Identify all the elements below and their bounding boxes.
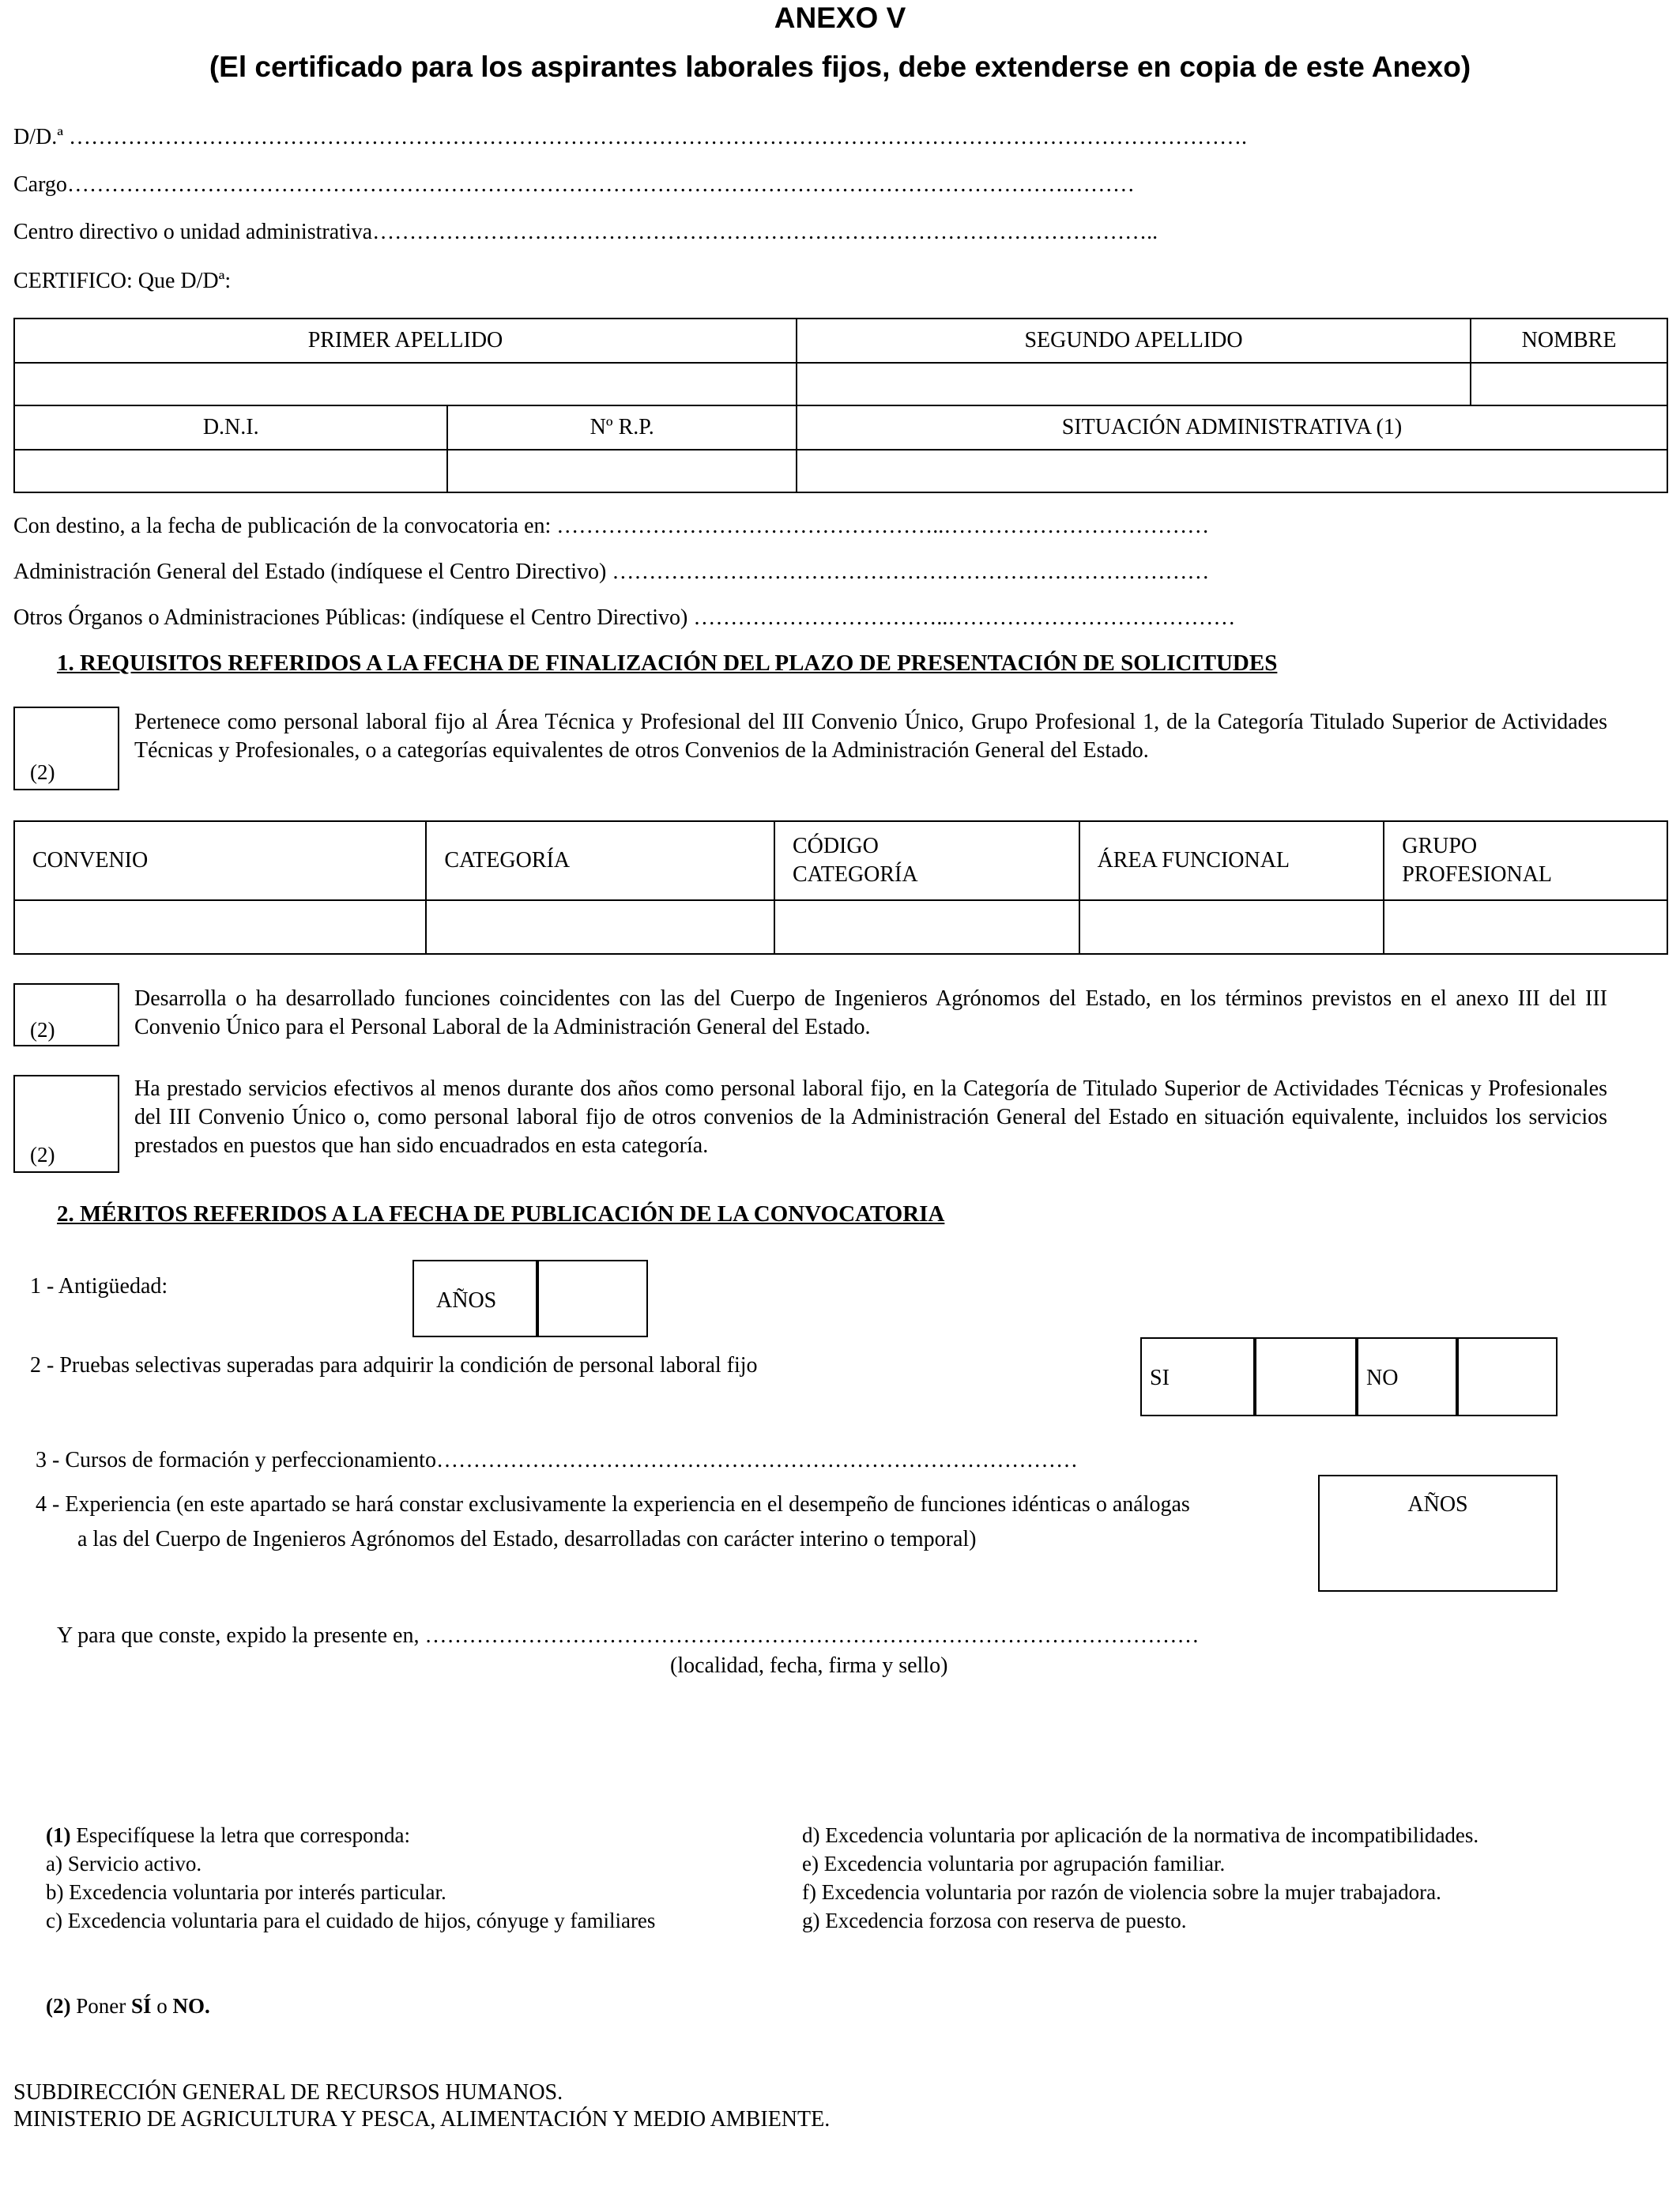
si-checkbox[interactable] [1256, 1339, 1354, 1415]
checkbox-req-3-label: (2) [30, 1143, 55, 1167]
convenio-table [13, 820, 1668, 955]
col-categoria: CATEGORÍA [426, 821, 774, 900]
certifico-label: CERTIFICO: Que D/Dª: [13, 269, 232, 293]
input-dni[interactable] [14, 450, 447, 492]
col-codigo-categoria [774, 821, 1079, 900]
input-codigo-categoria[interactable] [774, 900, 1079, 954]
person-table [13, 318, 1668, 493]
si-no-divider-2 [1355, 1337, 1358, 1416]
checkbox-req-2-label: (2) [30, 1018, 55, 1042]
note-b: b) Excedencia voluntaria por interés particular. [46, 1880, 446, 1904]
destino-line-2[interactable]: Administración General del Estado (indíquese el Centro Directivo) ……………………………………………………………………… [13, 560, 1210, 584]
destino-line-3[interactable]: Otros Órganos o Administraciones Públicas: (indíquese el Centro Directivo) ……………………………..………………………………… [13, 605, 1236, 630]
col-grupo-profesional [1384, 821, 1667, 900]
note-2-pre: Poner [70, 1994, 131, 2018]
merit-2-label: 2 - Pruebas selectivas superadas para adquirir la condición de personal laboral fijo [30, 1353, 758, 1378]
col-codigo-line-1: CÓDIGO [792, 834, 879, 858]
page-title: ANEXO V [774, 2, 906, 34]
destino-line-1[interactable]: Con destino, a la fecha de publicación de la convocatoria en: ……………………………………………..……………………………… [13, 514, 1210, 538]
note-2 [46, 1992, 678, 2020]
experiencia-anios-label: AÑOS [1407, 1492, 1468, 1517]
input-nombre[interactable] [1471, 363, 1667, 405]
merit-1-label: 1 - Antigüedad: [30, 1274, 168, 1299]
si-label: SI [1150, 1366, 1170, 1390]
page-subtitle: (El certificado para los aspirantes laborales fijos, debe extenderse en copia de este Anexo) [209, 51, 1471, 83]
col-situacion: SITUACIÓN ADMINISTRATIVA (1) [797, 405, 1667, 450]
input-categoria[interactable] [426, 900, 774, 954]
notes-left [46, 1821, 727, 1935]
antiguedad-anios-label: AÑOS [436, 1288, 497, 1313]
input-grupo-profesional[interactable] [1384, 900, 1667, 954]
col-codigo-line-2: CATEGORÍA [792, 862, 918, 887]
col-nombre: NOMBRE [1471, 319, 1667, 363]
merit-3-label[interactable]: 3 - Cursos de formación y perfeccionamiento…………………………………………………………………………… [36, 1448, 1078, 1472]
checkbox-req-1-label: (2) [30, 760, 55, 784]
note-d: d) Excedencia voluntaria por aplicación de la normativa de incompatibilidades. [802, 1823, 1479, 1847]
note-1-text: Especifíquese la letra que corresponda: [70, 1823, 411, 1847]
input-area-funcional[interactable] [1079, 900, 1384, 954]
no-checkbox[interactable] [1459, 1339, 1556, 1415]
col-area-funcional: ÁREA FUNCIONAL [1079, 821, 1384, 900]
expido-sublabel: (localidad, fecha, firma y sello) [670, 1653, 948, 1678]
requirement-1-text: Pertenece como personal laboral fijo al Área Técnica y Profesional del III Convenio Único, Grupo Profesional 1, de la Categoría Titulado Superior de Actividades Técnicas y Profesionales, o a categorías equivalentes de otros Convenios de la Administración General del Estado. [134, 710, 1607, 763]
input-nrp[interactable] [447, 450, 797, 492]
note-c: c) Excedencia voluntaria para el cuidado de hijos, cónyuge y familiares [46, 1909, 656, 1932]
col-segundo-apellido: SEGUNDO APELLIDO [797, 319, 1471, 363]
note-2-number: (2) [46, 1994, 71, 2018]
col-grupo-line-1: GRUPO [1402, 834, 1478, 858]
footer-line-1: SUBDIRECCIÓN GENERAL DE RECURSOS HUMANOS. [13, 2080, 563, 2105]
expido-line[interactable]: Y para que conste, expido la presente en, …………………………………………………………………………………………… [57, 1623, 1200, 1648]
notes-right [802, 1821, 1531, 1935]
note-e: e) Excedencia voluntaria por agrupación familiar. [802, 1852, 1226, 1875]
input-convenio[interactable] [14, 900, 426, 954]
note-1-number: (1) [46, 1823, 71, 1847]
section-2-heading: 2. MÉRITOS REFERIDOS A LA FECHA DE PUBLICACIÓN DE LA CONVOCATORIA [57, 1201, 945, 1227]
col-primer-apellido: PRIMER APELLIDO [14, 319, 797, 363]
note-2-mid: o [151, 1994, 173, 2018]
col-dni: D.N.I. [14, 405, 447, 450]
col-nrp: Nº R.P. [447, 405, 797, 450]
field-dd[interactable]: D/D.ª ……………………………………………………………………………………………………………………………………………. [13, 125, 1247, 149]
no-label: NO [1366, 1366, 1399, 1390]
field-centro[interactable]: Centro directivo o unidad administrativa…………………………………………………………………………………………….. [13, 220, 1158, 244]
merit-4-line-1: 4 - Experiencia (en este apartado se hará constar exclusivamente la experiencia en el desempeño de funciones idénticas o análogas [36, 1492, 1190, 1517]
note-1-heading [46, 1821, 727, 1849]
section-1-heading: 1. REQUISITOS REFERIDOS A LA FECHA DE FINALIZACIÓN DEL PLAZO DE PRESENTACIÓN DE SOLICITUDES [57, 650, 1278, 676]
merit-4-line-2: a las del Cuerpo de Ingenieros Agrónomos del Estado, desarrolladas con carácter interino o temporal) [77, 1527, 977, 1551]
footer-line-2: MINISTERIO DE AGRICULTURA Y PESCA, ALIMENTACIÓN Y MEDIO AMBIENTE. [13, 2107, 831, 2132]
col-convenio: CONVENIO [14, 821, 426, 900]
requirement-2-text: Desarrolla o ha desarrollado funciones coincidentes con las del Cuerpo de Ingenieros Agrónomos del Estado, en los términos previstos en el anexo III del III Convenio Único para el Personal Laboral de la Administración General del Estado. [134, 986, 1607, 1039]
note-f: f) Excedencia voluntaria por razón de violencia sobre la mujer trabajadora. [802, 1880, 1441, 1904]
input-primer-apellido[interactable] [14, 363, 797, 405]
note-g: g) Excedencia forzosa con reserva de puesto. [802, 1909, 1187, 1932]
col-grupo-line-2: PROFESIONAL [1402, 862, 1553, 887]
note-2-no: NO. [172, 1994, 210, 2018]
input-situacion[interactable] [797, 450, 1667, 492]
antiguedad-input[interactable] [539, 1261, 646, 1336]
note-a: a) Servicio activo. [46, 1852, 202, 1875]
input-segundo-apellido[interactable] [797, 363, 1471, 405]
requirement-3-text: Ha prestado servicios efectivos al menos durante dos años como personal laboral fijo, en la Categoría de Titulado Superior de Actividades Técnicas y Profesionales del III Convenio Único o, como personal laboral fijo de otros convenios de la Administración General del Estado en situación equivalente, incluidos los servicios prestados en puestos que han sido encuadrados en esta categoría. [134, 1076, 1607, 1158]
field-cargo[interactable]: Cargo……………………………………………………………………………………………………………………….……… [13, 172, 1135, 197]
note-2-si: SÍ [130, 1994, 152, 2018]
